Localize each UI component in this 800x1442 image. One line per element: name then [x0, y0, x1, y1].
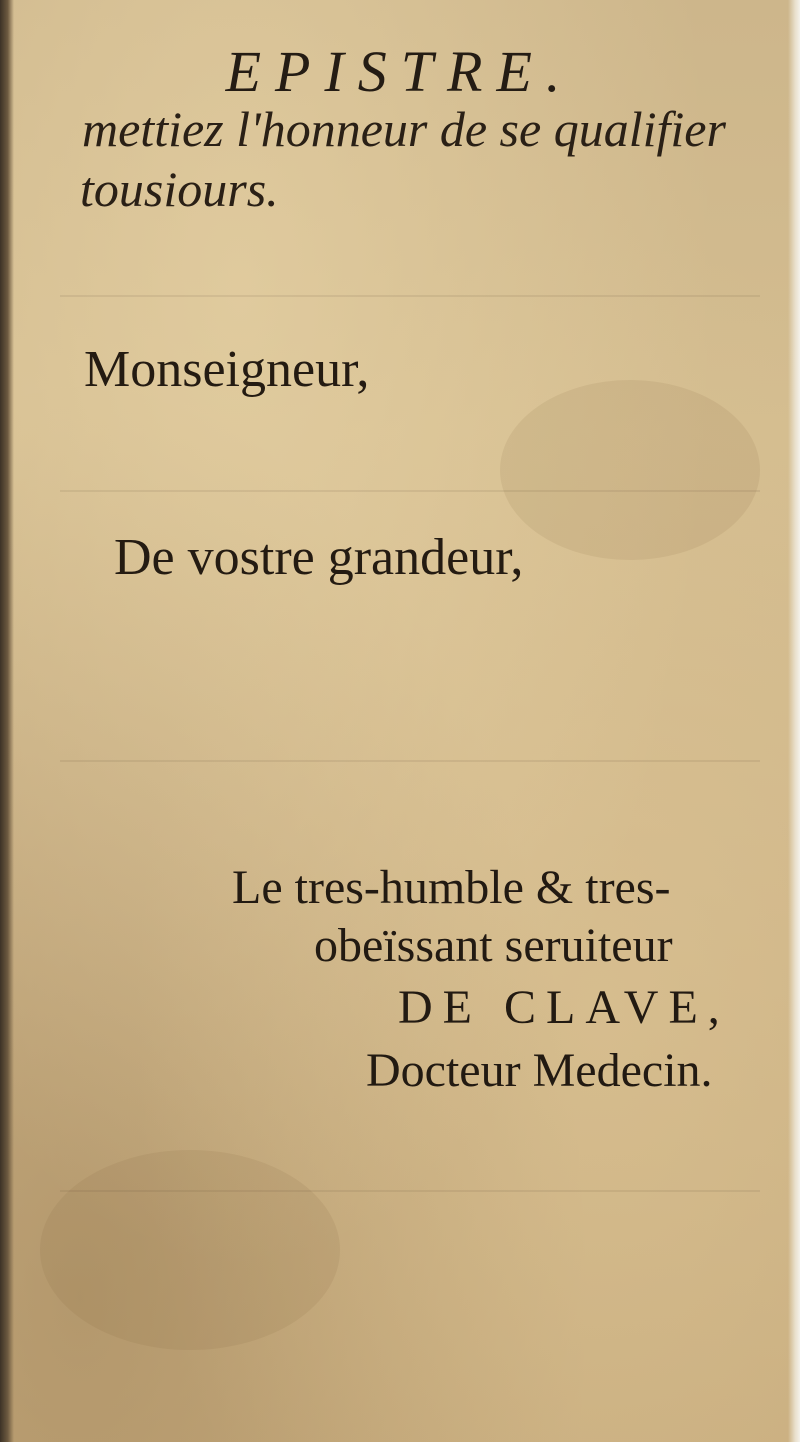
signature-title: Docteur Medecin. — [366, 1044, 713, 1097]
salutation: Monseigneur, — [84, 341, 370, 398]
show-through-line — [60, 255, 760, 297]
closing-line: obeïssant seruiteur — [314, 919, 673, 972]
salutation-grandeur: De vostre grandeur, — [114, 529, 524, 586]
text-line: tousiours. — [80, 161, 279, 217]
page-right-edge — [788, 0, 800, 1442]
signature-name: DE CLAVE, — [398, 981, 730, 1034]
text-line: mettiez l'honneur de se qualifier — [82, 101, 726, 157]
show-through-line — [60, 1150, 760, 1192]
page-gutter-shadow — [0, 0, 14, 1442]
show-through-line — [60, 450, 760, 492]
closing-line: Le tres-humble & tres- — [232, 861, 671, 914]
running-head: EPISTRE. — [225, 39, 575, 104]
show-through-line — [60, 720, 760, 762]
